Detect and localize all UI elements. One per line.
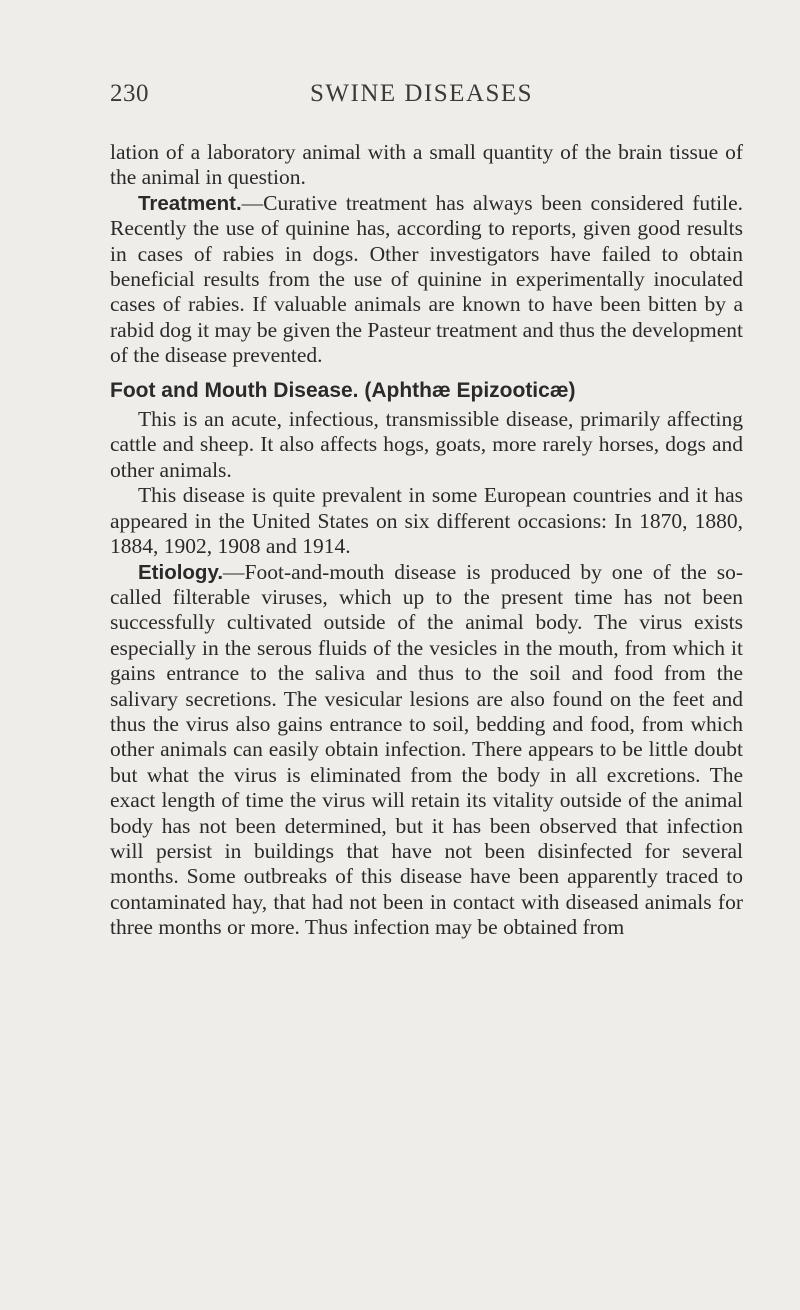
page-number: 230 (110, 80, 149, 107)
running-head (110, 80, 743, 116)
treatment-text: —Curative treatment has always been considered futile. Recently the use of quinine has, according to reports, given good results in cases of rabies in dogs. Other investigators have failed to obtain beneficial results from the use of quinine in experimentally inoculated cases of rabies. If valuable animals are known to have been bitten by a rabid dog it may be given the Pasteur treatment and thus the development of the disease prevented. (110, 190, 743, 368)
paragraph-occurrence: This disease is quite prevalent in some European countries and it has appeared in the United States on six different occasions: In 1870, 1880, 1884, 1902, 1908 and 1914. (110, 483, 743, 559)
treatment-heading: Treatment. (138, 191, 242, 215)
etiology-heading: Etiology. (138, 560, 224, 584)
body-text (110, 140, 743, 941)
paragraph-definition: This is an acute, infectious, transmissible disease, primarily affecting cattle and sheep. It also affects hogs, goats, more rarely horses, dogs and other animals. (110, 407, 743, 482)
section-heading: Foot and Mouth Disease. (Aphthæ Epizooticæ) (110, 378, 576, 402)
paragraph-etiology (110, 560, 743, 941)
etiology-text: —Foot-and-mouth disease is produced by one of the so-called filterable viruses, which up to the present time has not been successfully cultivated outside of the animal body. The virus exists especially in the serous fluids of the vesicles in the mouth, from which it gains entrance to the saliva and thus to the soil and food from the salivary secretions. The vesicular lesions are also found on the feet and thus the virus also gains entrance to soil, bedding and food, from which other animals can easily obtain infection. There appears to be little doubt but what the virus is eliminated from the body in all excretions. The exact length of time the virus will retain its vitality outside of the animal body has not been determined, but it has been observed that infection will persist in buildings that have not been disinfected for several months. Some outbreaks of this disease have been apparently traced to contaminated hay, that had not been in contact with diseased animals for three months or more. Thus infection may be obtained from (110, 559, 743, 940)
running-title: SWINE DISEASES (310, 80, 534, 107)
paragraph-treatment (110, 191, 743, 369)
paragraph-continuation: lation of a laboratory animal with a small quantity of the brain tissue of the animal in question. (110, 140, 743, 190)
